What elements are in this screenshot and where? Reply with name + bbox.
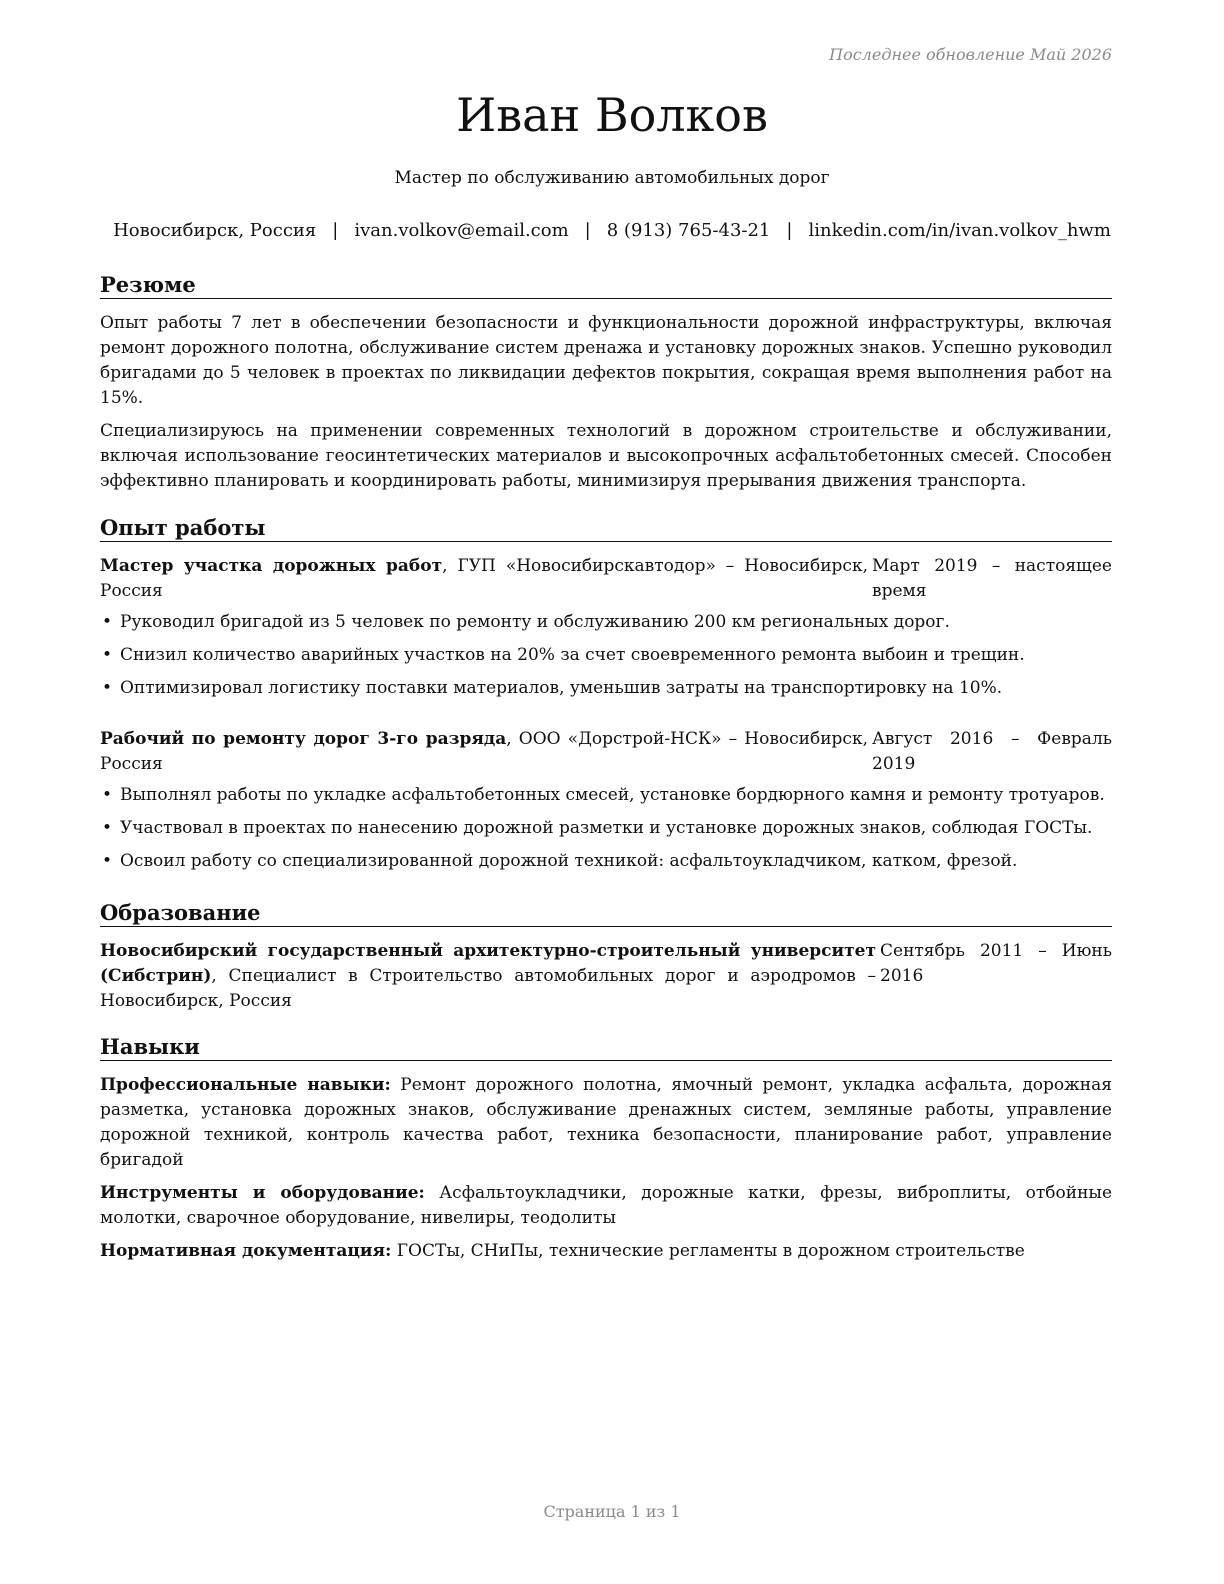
job-dates: Март 2019 – настоящее время: [872, 556, 1112, 601]
list-item: • Участвовал в проектах по нанесению дорожной разметки и установке дорожных знаков, соблюдая ГОСТы.: [100, 816, 1112, 841]
job-header: [100, 554, 1112, 604]
list-item: • Освоил работу со специализированной дорожной техникой: асфальтоукладчиком, катком, фрезой.: [100, 849, 1112, 874]
job-header: [100, 727, 1112, 777]
section-title-skills: Навыки: [100, 1034, 1112, 1061]
job-title: Мастер по обслуживанию автомобильных дорог: [394, 168, 830, 188]
section-title-experience: Опыт работы: [100, 515, 1112, 542]
email-link[interactable]: ivan.volkov@email.com: [354, 220, 569, 241]
experience-section: [100, 515, 1112, 882]
job-bullets: [100, 783, 1112, 874]
job-dates: Август 2016 – Февраль 2019: [872, 729, 1112, 774]
job-entry: [100, 727, 1112, 874]
degree-details: , Специалист в Строительство автомобильных дорог и аэродромов – Новосибирск, Россия: [100, 966, 876, 1011]
skill-group: [100, 1239, 1112, 1264]
separator: |: [332, 220, 339, 241]
job-company: , ГУП «Новосибирскавтодор» – Новосибирск, Россия: [100, 556, 868, 601]
job-position: Мастер участка дорожных работ: [100, 556, 443, 576]
list-item: • Руководил бригадой из 5 человек по ремонту и обслуживанию 200 км региональных дорог.: [100, 610, 1112, 635]
job-bullets: [100, 610, 1112, 701]
contact-line: [0, 220, 1224, 241]
skill-label: Инструменты и оборудование:: [100, 1183, 425, 1203]
separator: |: [584, 220, 591, 241]
person-name: Иван Волков: [456, 88, 768, 142]
list-item: • Выполнял работы по укладке асфальтобетонных смесей, установке бордюрного камня и ремонту тротуаров.: [100, 783, 1112, 808]
page-number: Страница 1 из 1: [543, 1502, 681, 1521]
education-dates: Сентябрь 2011 – Июнь 2016: [880, 941, 1112, 986]
skill-text: Асфальтоукладчики, дорожные катки, фрезы, виброплиты, отбойные молотки, сварочное оборудование, нивелиры, теодолиты: [100, 1183, 1113, 1228]
skill-label: Нормативная документация:: [100, 1241, 392, 1261]
job-company: , ООО «Дорстрой-НСК» – Новосибирск, Россия: [100, 729, 868, 774]
section-title-summary: Резюме: [100, 272, 1112, 299]
education-section: [100, 900, 1112, 1014]
summary-section: [100, 272, 1112, 502]
skill-label: Профессиональные навыки:: [100, 1075, 391, 1095]
job-entry: [100, 554, 1112, 701]
linkedin-link[interactable]: linkedin.com/in/ivan.volkov_hwm: [808, 220, 1111, 241]
location: Новосибирск, Россия: [113, 220, 317, 241]
separator: |: [786, 220, 793, 241]
skill-group: [100, 1181, 1112, 1231]
summary-paragraph: Опыт работы 7 лет в обеспечении безопасности и функциональности дорожной инфраструктуры, включая ремонт дорожного полотна, обслуживание систем дренажа и установку дорожных знаков. Успешно руководил бригадами до 5 человек в проектах по ликвидации дефектов покрытия, сокращая время выполнения работ на 15%.: [100, 313, 1112, 408]
skills-section: [100, 1034, 1112, 1272]
summary-paragraph: Специализируюсь на применении современных технологий в дорожном строительстве и обслуживании, включая использование геосинтетических материалов и высокопрочных асфальтобетонных смесей. Способен эффективно планировать и координировать работы, минимизируя прерывания движения транспорта.: [100, 421, 1112, 491]
institution-name: Новосибирский государственный архитектурно-строительный университет (Сибстрин): [100, 941, 876, 986]
skill-group: [100, 1073, 1112, 1173]
job-position: Рабочий по ремонту дорог 3-го разряда: [100, 729, 507, 749]
list-item: • Снизил количество аварийных участков на 20% за счет своевременного ремонта выбоин и трещин.: [100, 643, 1112, 668]
list-item: • Оптимизировал логистику поставки материалов, уменьшив затраты на транспортировку на 10%.: [100, 676, 1112, 701]
skill-text: ГОСТы, СНиПы, технические регламенты в дорожном строительстве: [391, 1241, 1025, 1261]
skill-text: Ремонт дорожного полотна, ямочный ремонт, укладка асфальта, дорожная разметка, установка дорожных знаков, обслуживание дренажных систем, земляные работы, управление дорожной техникой, контроль качества работ, техника безопасности, планирование работ, управление бригадой: [100, 1075, 1112, 1170]
phone: 8 (913) 765-43-21: [606, 220, 771, 241]
section-title-education: Образование: [100, 900, 1112, 927]
education-entry: [100, 939, 1112, 1014]
last-updated: Последнее обновление Май 2026: [829, 45, 1112, 64]
